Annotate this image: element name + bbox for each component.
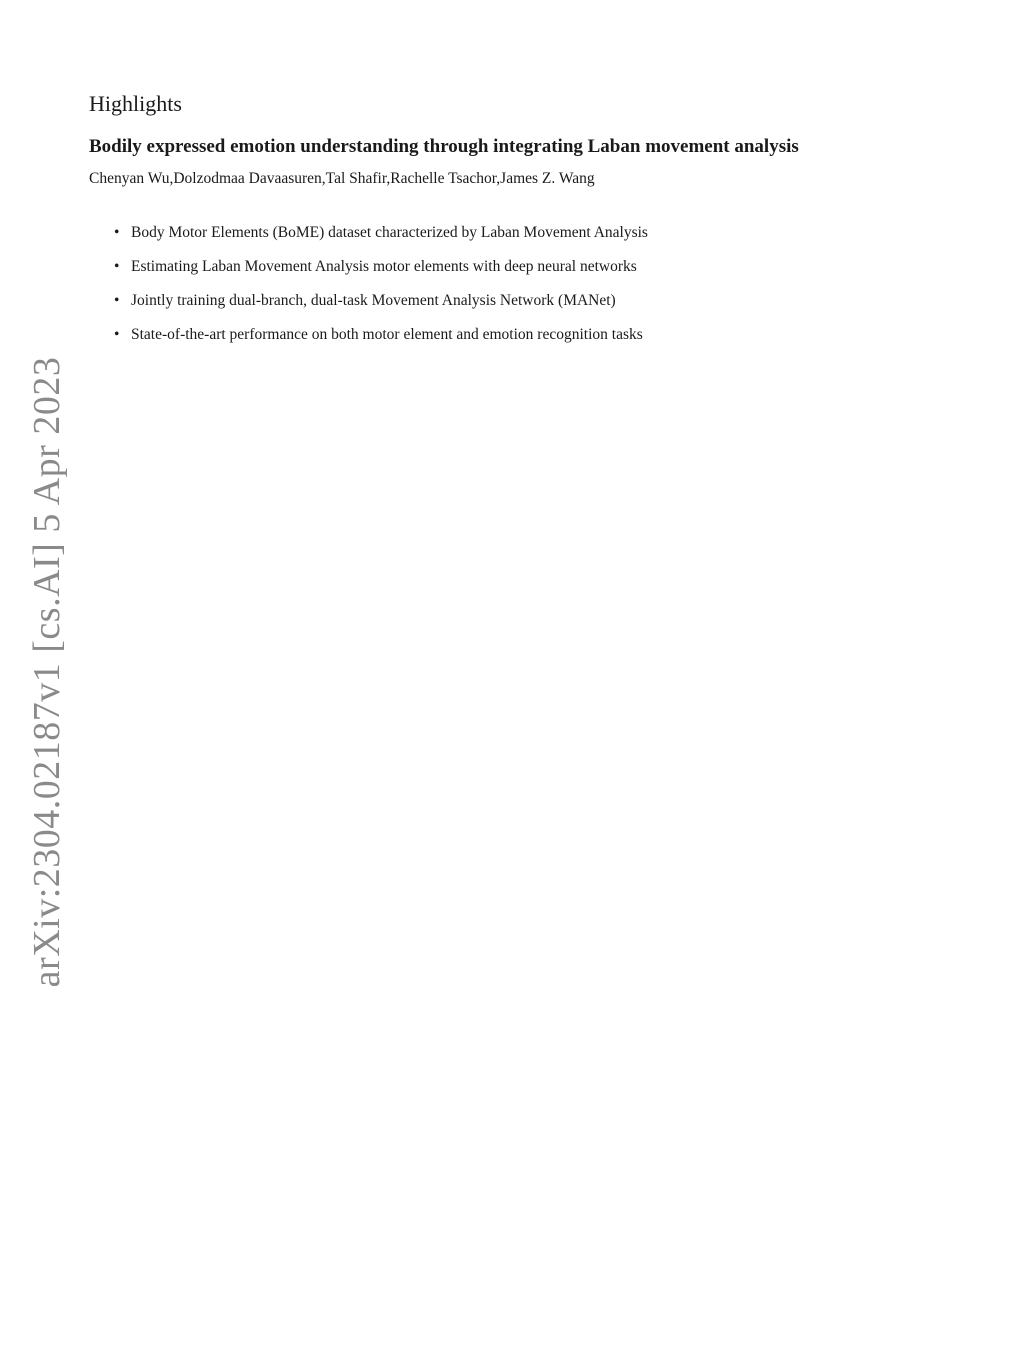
bullet-icon: • [114, 258, 120, 275]
paper-title: Bodily expressed emotion understanding through integrating Laban movement analysis [89, 136, 799, 157]
arxiv-identifier-stamp: arXiv:2304.02187v1 [cs.AI] 5 Apr 2023 [26, 356, 68, 988]
highlight-text: Estimating Laban Movement Analysis motor elements with deep neural networks [131, 258, 637, 275]
highlights-list [114, 222, 648, 358]
highlight-text: Body Motor Elements (BoME) dataset characterized by Laban Movement Analysis [131, 224, 648, 241]
highlight-item [114, 290, 648, 324]
highlight-item [114, 324, 648, 358]
bullet-icon: • [114, 224, 120, 241]
highlight-text: State-of-the-art performance on both motor element and emotion recognition tasks [131, 326, 643, 343]
section-heading: Highlights [89, 91, 182, 116]
bullet-icon: • [114, 292, 120, 309]
bullet-icon: • [114, 326, 120, 343]
highlight-item [114, 222, 648, 256]
author-list: Chenyan Wu,Dolzodmaa Davaasuren,Tal Shafir,Rachelle Tsachor,James Z. Wang [89, 170, 595, 187]
highlight-text: Jointly training dual-branch, dual-task Movement Analysis Network (MANet) [131, 292, 616, 309]
highlight-item [114, 256, 648, 290]
